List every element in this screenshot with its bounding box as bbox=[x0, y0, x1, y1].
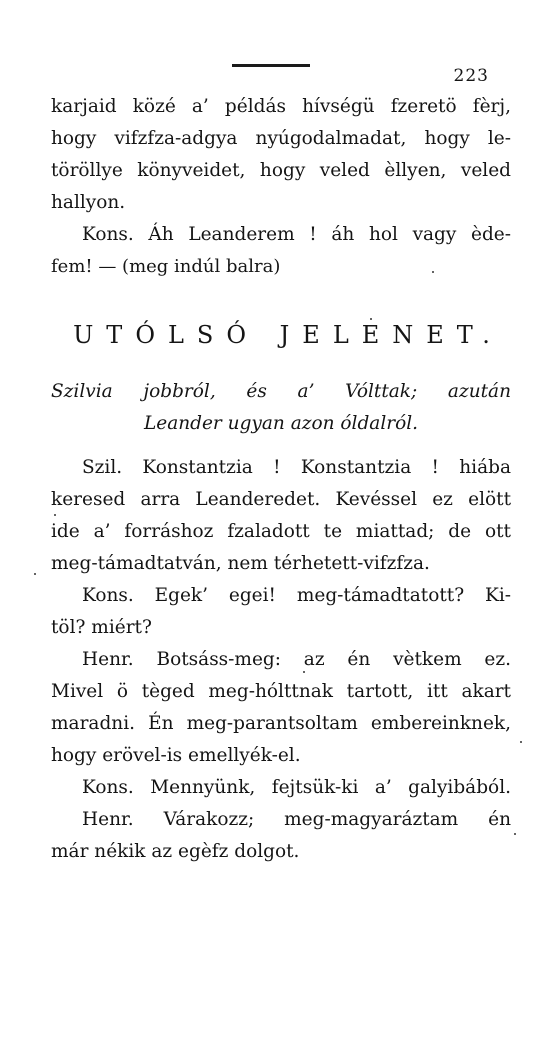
text-line-6: fem! — (meg indúl balra) bbox=[51, 256, 281, 277]
page-content bbox=[51, 91, 511, 868]
text-line-15: Henr. Botsáss-meg: az én vètkem ez. bbox=[82, 649, 511, 670]
header-rule bbox=[232, 64, 310, 67]
text-line-9: Szil. Konstantzia ! Konstantzia ! hiába bbox=[82, 457, 511, 478]
text-line-1: karjaid közé a’ példás hívségü fzeretö fèrj, bbox=[51, 96, 511, 117]
stage-direction-line-1: Szilvia jobbról, és a’ Vólttak; azután bbox=[51, 381, 511, 402]
text-line-18: hogy erövel-is emellyék-el. bbox=[51, 745, 301, 766]
scan-speck bbox=[34, 573, 36, 575]
stage-direction-line-2: Leander ugyan azon óldalról. bbox=[143, 413, 419, 434]
text-line-11: ide a’ forráshoz fzaladott te miattad; de ott bbox=[51, 521, 511, 542]
text-line-4: hallyon. bbox=[51, 192, 126, 213]
scan-speck bbox=[370, 318, 372, 320]
text-line-21: már nékik az egèfz dolgot. bbox=[51, 841, 300, 862]
scene-title: UTÓLSÓ JELENET. bbox=[73, 321, 503, 349]
text-line-3: töröllye könyveidet, hogy veled èllyen, veled bbox=[51, 160, 511, 181]
scan-speck bbox=[54, 514, 56, 516]
text-line-17: maradni. Én meg-parantsoltam embereinknek, bbox=[51, 713, 511, 734]
scan-speck bbox=[432, 271, 434, 273]
scan-speck bbox=[520, 741, 522, 743]
text-line-14: töl? miért? bbox=[51, 617, 152, 638]
text-line-16: Mivel ö tèged meg-hólttnak tartott, itt akart bbox=[51, 681, 511, 702]
scan-speck bbox=[303, 671, 305, 673]
text-line-20: Henr. Várakozz; meg-magyaráztam én bbox=[82, 809, 511, 830]
text-line-12: meg-támadtatván, nem térhetett-vifzfza. bbox=[51, 553, 430, 574]
text-line-19: Kons. Mennyünk, fejtsük-ki a’ galyibából. bbox=[82, 777, 511, 798]
text-line-10: keresed arra Leanderedet. Kevéssel ez elött bbox=[51, 489, 511, 510]
text-line-13: Kons. Egek’ egei! meg-támadtatott? Ki- bbox=[82, 585, 511, 606]
page-number: 223 bbox=[453, 66, 489, 86]
text-line-2: hogy vifzfza-adgya nyúgodalmadat, hogy le- bbox=[51, 128, 511, 149]
text-line-5: Kons. Áh Leanderem ! áh hol vagy ède- bbox=[82, 224, 511, 245]
scan-speck bbox=[514, 833, 516, 835]
